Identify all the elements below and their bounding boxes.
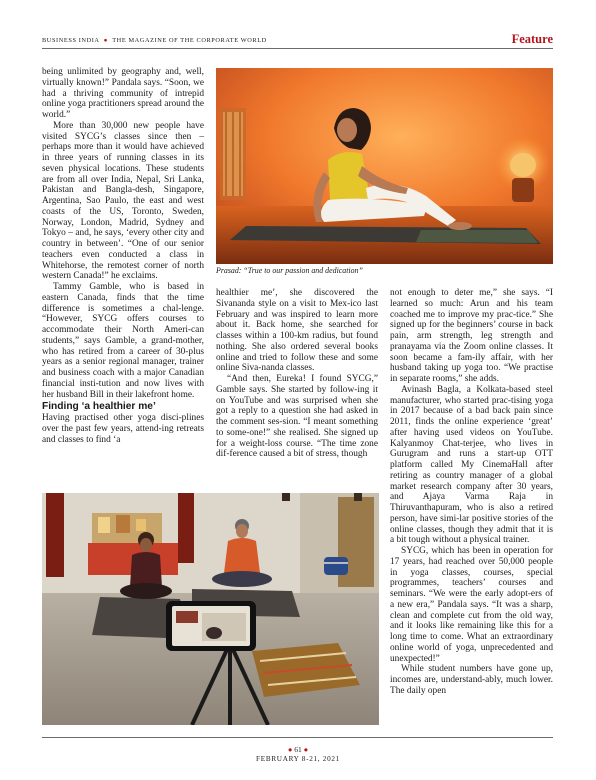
- photo-caption: Prasad: “True to our passion and dedication”: [216, 266, 363, 275]
- footer-rule: [42, 737, 553, 738]
- col3-paragraph-4: While student numbers have gone up, incomes are, understand-ably, much lower. The daily open: [390, 664, 553, 696]
- col3-paragraph-3: SYCG, which has been in operation for 17 years, had reached over 50,000 people in yoga classes, courses, special programmes, teachers’ courses and seminars. “We were the early adopt-ers of a new era,” Pandala says. “It was a sharp, clean and complete cut from the old way, and it looks like remaining like this for a long time to come. What an extraordinary online world of yoga, unprecedented and unexpected!”: [390, 546, 553, 664]
- col1-paragraph-1: being unlimited by geography and, well, virtually known!” Pandala says. “Soon, we had a thriving community of intrepid online yoga practitioners spread around the world.”: [42, 67, 204, 120]
- photo-prasad-yoga: [216, 68, 553, 264]
- col1-paragraph-3: Tammy Gamble, who is based in eastern Canada, finds that the time difference is sometimes a chal-lenge. “However, SYCG offers courses to accommodate their North Ameri-can students,” says Gamble, a grand-mother, who has retired from a career of 30-plus years as a senior regional manager, trainer and business coach with a major Canadian financial insti-tution and now lives with her husband Bill in their lakefront home.: [42, 282, 204, 400]
- photo-prasad-illustration: [216, 68, 553, 264]
- page-number-value: 61: [294, 745, 302, 754]
- running-header: [42, 37, 267, 44]
- col3-paragraph-2: Avinash Bagla, a Kolkata-based steel manufacturer, who started prac-tising yoga in 2017 because of a bad back pain since 2011, finds the online experience ‘great’ after having used videos on YouTube. Kalyanmoy Chat-terjee, who lives in Gurugram and runs a start-up OTT platform called My CinemaHall after retiring as country manager of a global market research company after 30 years, and Ajaya Varma Raja in Thiruvanthapuram, who is also a retired person, have simi-lar positive stories of the online classes, though they admit that it is a bit tough without a physical trainer.: [390, 384, 553, 546]
- header-rule: [42, 48, 553, 49]
- subheading-healthier-me: Finding ‘a healthier me’: [42, 401, 156, 413]
- section-label: Feature: [511, 32, 553, 46]
- header-bullet-icon: ●: [101, 37, 111, 44]
- page-bullet-right-icon: ●: [301, 745, 309, 754]
- page-bullet-left-icon: ●: [287, 745, 295, 754]
- page-number: [0, 745, 596, 754]
- article-column-1: [42, 67, 204, 446]
- col2-paragraph-2: “And then, Eureka! I found SYCG,” Gamble says. She started by follow-ing it on YouTube and was surprised when she got a reply to a question she had asked in the comment ses-sion. “I meant something to some-one!” she realised. She signed up for a weight-loss course. “The time zone dif-ference caused a bit of stress, though: [216, 374, 378, 460]
- col2-paragraph-1: healthier me’, she discovered the Sivananda style on a visit to Mex-ico last February and was inspired to learn more about it. Back home, she searched for classes within a 100-km radius, but found nothing. She also ordered several books online and tried to follow these and some online Siva-nanda classes.: [216, 288, 378, 374]
- photo-online-class-illustration: [42, 493, 379, 725]
- col3-paragraph-1: not enough to deter me,” she says. “I learned so much: Arun and his team coached me to improve my prac-tice.” She signed up for the beginners’ course in back pain, arm strength, leg strength and pranayama via the Zoom online classes. It soon became a fam-ily affair, with her husband taking up yoga too. “We practise in separate rooms,” she adds.: [390, 288, 553, 384]
- magazine-tagline: THE MAGAZINE OF THE CORPORATE WORLD: [112, 37, 267, 44]
- col1-paragraph-4: Having practised other yoga disci-plines over the past few years, attend-ing retreats and classes to find ‘a: [42, 413, 204, 445]
- photo-online-class: [42, 493, 379, 725]
- col1-paragraph-2: More than 30,000 new people have visited SYCG’s classes since then – perhaps more than it would have achieved in three years of running classes in its seven physical locations. These students are from all over India, Nepal, Sri Lanka, Pakistan and Bangla-desh, Singapore, Argentina, Sao Paulo, the east and west coasts of the US, Toronto, Sweden, Norway, London, Madrid, Sydney and Tokyo – and, he says, ‘every other city and country in between’. “One of our senior teachers even conducted a class in Whitehorse, the remotest corner of north western Canada!” he exclaims.: [42, 120, 204, 282]
- article-column-3: [390, 288, 553, 697]
- issue-date: FEBRUARY 8-21, 2021: [256, 755, 340, 763]
- magazine-name: BUSINESS INDIA: [42, 37, 100, 44]
- article-column-2: [216, 288, 378, 460]
